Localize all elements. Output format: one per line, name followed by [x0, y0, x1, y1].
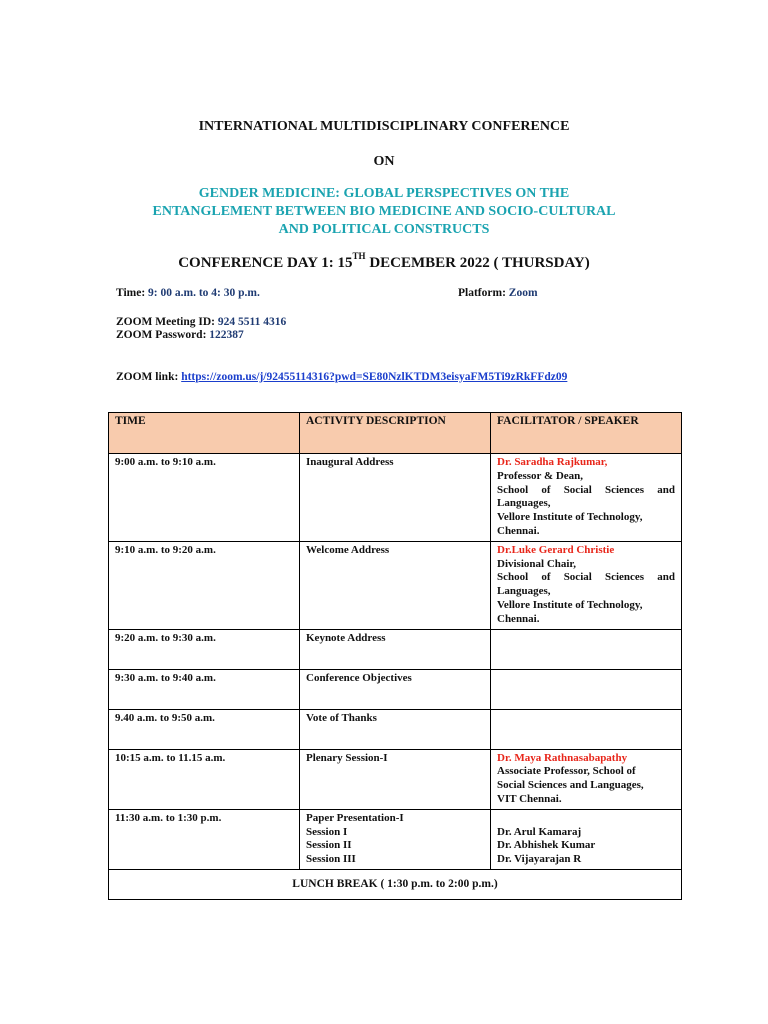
activity-line: Session I: [306, 825, 348, 838]
zoom-link-label: ZOOM link:: [116, 371, 182, 383]
platform-value: Zoom: [508, 287, 538, 299]
row-time: 9.40 a.m. to 9:50 a.m.: [109, 709, 300, 749]
password-label: ZOOM Password:: [116, 329, 210, 341]
header-time: TIME: [109, 413, 300, 454]
row-speaker: [491, 454, 682, 542]
row-speaker: [491, 669, 682, 709]
activity-line: Session II: [306, 839, 352, 852]
header-speaker: FACILITATOR / SPEAKER: [491, 413, 682, 454]
activity-line: Session III: [306, 853, 356, 866]
row-time: 9:00 a.m. to 9:10 a.m.: [109, 454, 300, 542]
speaker-line: School of Social Sciences and: [497, 571, 675, 584]
row-activity: Inaugural Address: [300, 454, 491, 542]
activity-line: Paper Presentation-I: [306, 811, 404, 824]
row-activity: Plenary Session-I: [300, 749, 491, 809]
table-row: [109, 629, 682, 669]
row-time: 9:20 a.m. to 9:30 a.m.: [109, 629, 300, 669]
conference-day-heading: [0, 253, 768, 272]
row-speaker: [491, 541, 682, 629]
conference-title: INTERNATIONAL MULTIDISCIPLINARY CONFERENCE: [198, 119, 570, 134]
row-speaker: [491, 709, 682, 749]
meeting-id-label: ZOOM Meeting ID:: [116, 316, 218, 328]
row-time: 9:10 a.m. to 9:20 a.m.: [109, 541, 300, 629]
zoom-link[interactable]: https://zoom.us/j/92455114316?pwd=SE80NzlKTDM3eisyaFM5Ti9zRkFFdz09: [181, 371, 568, 383]
title-connector: ON: [373, 154, 395, 169]
speaker-line: Chennai.: [497, 524, 540, 537]
speaker-name: Dr. Saradha Rajkumar,: [497, 456, 608, 468]
schedule-table: [108, 412, 682, 900]
theme-line-3: AND POLITICAL CONSTRUCTS: [278, 222, 490, 237]
time-info: [116, 287, 260, 299]
speaker-line: Professor & Dean,: [497, 469, 584, 482]
row-time: 10:15 a.m. to 11.15 a.m.: [109, 749, 300, 809]
table-row: [109, 454, 682, 542]
table-header-row: [109, 413, 682, 454]
time-value: 9: 00 a.m. to 4: 30 p.m.: [148, 287, 260, 299]
platform-label: Platform:: [458, 287, 509, 299]
meeting-id-value: 924 5511 4316: [217, 316, 287, 328]
speaker-line: Associate Professor, School of: [497, 765, 636, 778]
day-suffix: DECEMBER 2022 ( THURSDAY): [365, 255, 590, 271]
speaker-line: Languages,: [497, 585, 551, 598]
speaker-line: Divisional Chair,: [497, 557, 577, 570]
lunch-break: LUNCH BREAK ( 1:30 p.m. to 2:00 p.m.): [109, 869, 682, 899]
table-row: [109, 541, 682, 629]
zoom-link-info: [116, 371, 567, 383]
row-time: 9:30 a.m. to 9:40 a.m.: [109, 669, 300, 709]
day-prefix: CONFERENCE DAY 1: 15: [178, 255, 353, 271]
row-activity: Welcome Address: [300, 541, 491, 629]
table-row: [109, 709, 682, 749]
speaker-line: Social Sciences and Languages,: [497, 779, 644, 792]
row-activity: [300, 809, 491, 869]
table-row: [109, 669, 682, 709]
row-activity: Vote of Thanks: [300, 709, 491, 749]
password-value: 122387: [209, 329, 244, 341]
speaker-name: Dr.Luke Gerard Christie: [497, 543, 615, 556]
speaker-line: Dr. Arul Kamaraj: [497, 825, 582, 838]
theme-line-2: ENTANGLEMENT BETWEEN BIO MEDICINE AND SOCIO-CULTURAL: [152, 204, 616, 219]
speaker-line: Vellore Institute of Technology,: [497, 598, 643, 611]
conference-theme: [0, 185, 768, 239]
speaker-line: Dr. Abhishek Kumar: [497, 839, 596, 852]
row-speaker: [491, 629, 682, 669]
theme-line-1: GENDER MEDICINE: GLOBAL PERSPECTIVES ON THE: [198, 186, 570, 201]
speaker-line: Languages,: [497, 497, 551, 510]
row-time: 11:30 a.m. to 1:30 p.m.: [109, 809, 300, 869]
password-info: [116, 329, 244, 341]
speaker-line: VIT Chennai.: [497, 792, 562, 805]
speaker-name: Dr. Maya Rathnasabapathy: [497, 751, 628, 764]
table-row: [109, 809, 682, 869]
speaker-line: Dr. Vijayarajan R: [497, 853, 582, 866]
row-activity: Keynote Address: [300, 629, 491, 669]
platform-info: [458, 287, 538, 299]
header-activity: ACTIVITY DESCRIPTION: [300, 413, 491, 454]
row-activity: Conference Objectives: [300, 669, 491, 709]
lunch-row: [109, 869, 682, 899]
table-row: [109, 749, 682, 809]
speaker-line: Chennai.: [497, 612, 540, 625]
speaker-line: School of Social Sciences and: [497, 483, 675, 496]
day-superscript: TH: [352, 251, 366, 261]
speaker-line: Vellore Institute of Technology,: [497, 511, 643, 524]
speaker-line-blank: [497, 812, 675, 826]
row-speaker: [491, 809, 682, 869]
meeting-id-info: [116, 316, 286, 328]
time-label: Time:: [116, 287, 149, 299]
row-speaker: [491, 749, 682, 809]
